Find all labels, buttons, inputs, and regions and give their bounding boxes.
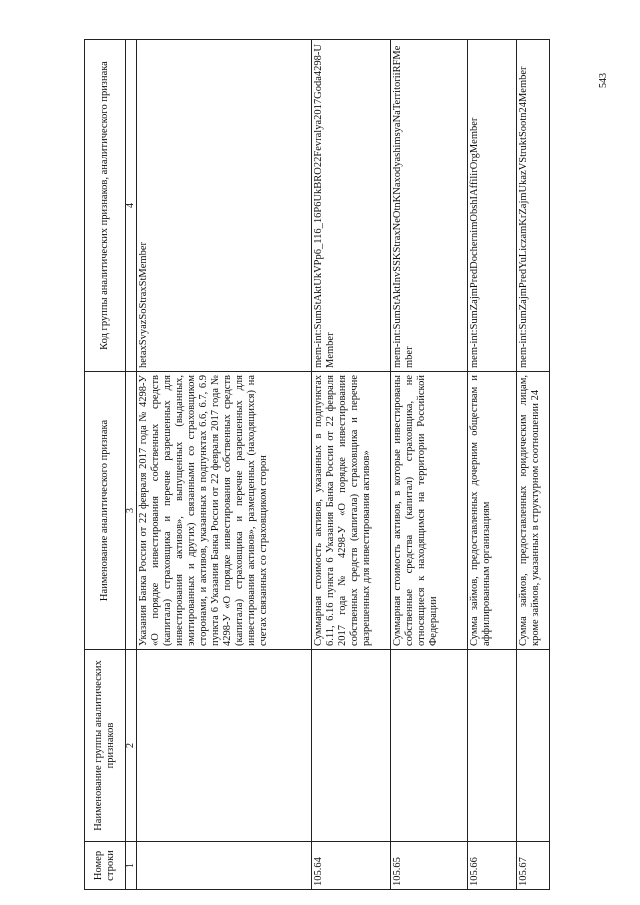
feature-name: Указания Банка России от 22 февраля 2017 года № 4298-У «О порядке инвестирования собственных средств (капитала) страховщика и перечне разрешенных для инвестирования активов», выпущенных (выданных, эмитированных и других) связанными со страховщиком сторонами, и активов, указанных в подпунктах 6.6, 6.7, 6.9 пункта 6 Указания Банка России от 22 февраля 2017 года № 4298-У «О порядке инвестирования собственных средств (капитала) страховщика и перечне разрешенных для инвестирования активов», размещенных (находящихся) на счетах связанных со страховщиком сторон [137, 372, 312, 650]
column-index: 1 [126, 842, 137, 890]
table-row [391, 40, 468, 890]
feature-name: Сумма займов, предоставленных юридическим лицам, кроме займов, указанных в структурном соотношении 24 [517, 372, 550, 650]
column-index-row [126, 40, 137, 890]
row-number: 105.66 [468, 842, 517, 890]
row-number: 105.64 [312, 842, 391, 890]
row-number: 105.67 [517, 842, 550, 890]
group-name [517, 650, 550, 842]
analytics-table [84, 39, 550, 890]
rotated-table-page [84, 40, 556, 890]
column-index: 3 [126, 372, 137, 650]
table-row [517, 40, 550, 890]
header-group-name: Наименование группы аналитических признаков [85, 650, 126, 842]
group-name [468, 650, 517, 842]
header-row-number: Номер строки [85, 842, 126, 890]
feature-name: Суммарная стоимость активов, в которые инвестированы собственные средства (капитал) страховщика, не относящиеся к находящимся на территории Российской Федерации [391, 372, 468, 650]
feature-code: mem-int:SumZajmPredYuLiczamKrZajmUkazVStruktSootn24Member [517, 40, 550, 372]
column-index: 4 [126, 40, 137, 372]
table-row [468, 40, 517, 890]
page-number: 543 [597, 72, 609, 88]
group-name [137, 650, 312, 842]
feature-code: mem-int:SumStAktInvSSKStraxNeOtnKNaxodyashimsyaNaTerritoriiRFMember [391, 40, 468, 372]
header-code: Код группы аналитических признаков, аналитического признака [85, 40, 126, 372]
header-row [85, 40, 126, 890]
group-name [312, 650, 391, 842]
table-row [137, 40, 312, 890]
feature-code: mem-int:SumStAktUkVPp6_116_16P6UkBRO22Fevralya2017Goda4298-UMember [312, 40, 391, 372]
column-index: 2 [126, 650, 137, 842]
group-name [391, 650, 468, 842]
row-number: 105.65 [391, 842, 468, 890]
feature-code: hetaxSvyazSoStraxStMember [137, 40, 312, 372]
table-row [312, 40, 391, 890]
feature-name: Сумма займов, предоставленных дочерним обществам и аффилированным организациям [468, 372, 517, 650]
row-number [137, 842, 312, 890]
header-feature-name: Наименование аналитического признака [85, 372, 126, 650]
feature-name: Суммарная стоимость активов, указанных в подпунктах 6.11, 6.16 пункта 6 Указания Банка России от 22 февраля 2017 года № 4298-У «О порядке инвестирования собственных средств (капитала) страховщика и перечне разрешенных для инвестирования активов» [312, 372, 391, 650]
feature-code: mem-int:SumZajmPredDochernimObshIAffilirOrgMember [468, 40, 517, 372]
